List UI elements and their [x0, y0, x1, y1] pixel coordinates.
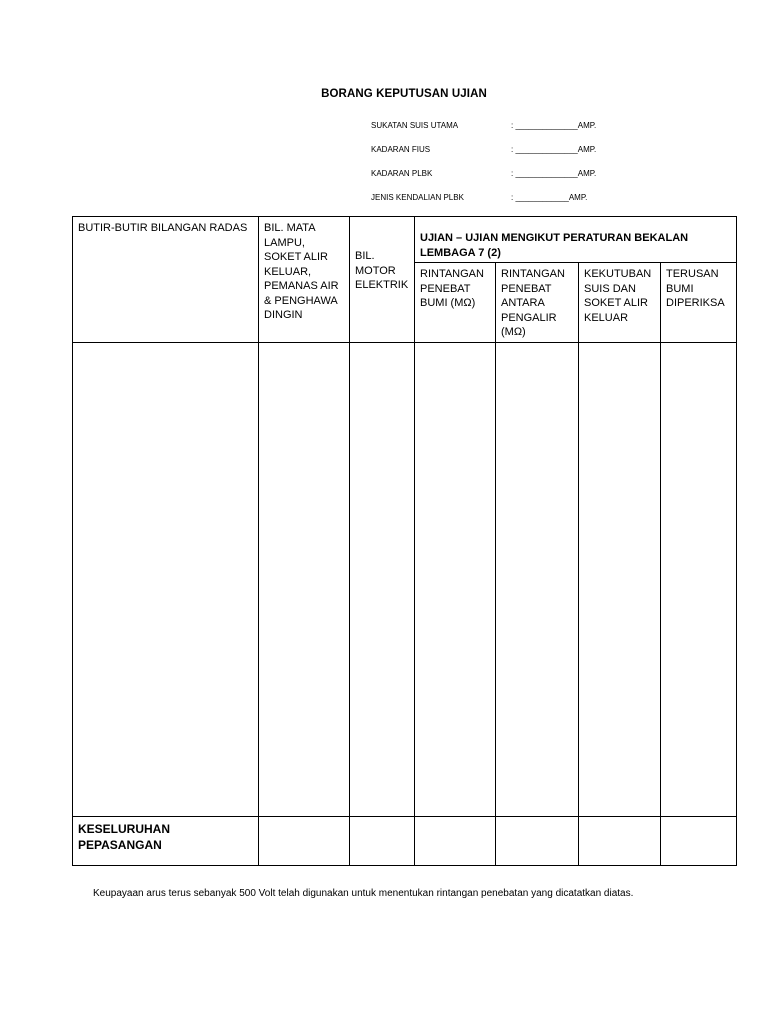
- info-label: JENIS KENDALIAN PLBK: [371, 193, 464, 202]
- total-cell-earth-insulation[interactable]: [415, 816, 496, 865]
- header-earth-insulation: RINTANGAN PENEBAT BUMI (MΩ): [415, 263, 496, 343]
- header-items: BUTIR-BUTIR BILANGAN RADAS: [73, 217, 259, 343]
- total-cell-motor[interactable]: [350, 816, 415, 865]
- entry-cell-polarity[interactable]: [579, 342, 661, 816]
- info-row-fuse-rating: [371, 145, 596, 154]
- header-earth-continuity: TERUSAN BUMI DIPERIKSA: [661, 263, 737, 343]
- total-cell-conductor-insulation[interactable]: [496, 816, 579, 865]
- entry-cell-earth-continuity[interactable]: [661, 342, 737, 816]
- total-cell-lamp[interactable]: [259, 816, 350, 865]
- header-motor-count: BIL. MOTOR ELEKTRIK: [350, 217, 415, 343]
- info-value: : ______________AMP.: [511, 145, 597, 154]
- entry-cell-items[interactable]: [73, 342, 259, 816]
- info-row-plbk-type: [371, 193, 587, 202]
- entry-cell-motor[interactable]: [350, 342, 415, 816]
- page-title: BORANG KEPUTUSAN UJIAN: [321, 88, 487, 100]
- info-value: : ______________AMP.: [511, 121, 597, 130]
- test-results-table: [72, 216, 737, 866]
- entry-cell-conductor-insulation[interactable]: [496, 342, 579, 816]
- footnote: Keupayaan arus terus sebanyak 500 Volt telah digunakan untuk menentukan rintangan penebatan yang dicatatkan diatas.: [93, 888, 634, 899]
- info-label: KADARAN PLBK: [371, 169, 433, 178]
- info-label: SUKATAN SUIS UTAMA: [371, 121, 459, 130]
- total-row-label: KESELURUHAN PEPASANGAN: [73, 816, 259, 865]
- header-conductor-insulation: RINTANGAN PENEBAT ANTARA PENGALIR (MΩ): [496, 263, 579, 343]
- total-cell-earth-continuity[interactable]: [661, 816, 737, 865]
- header-polarity: KEKUTUBAN SUIS DAN SOKET ALIR KELUAR: [579, 263, 661, 343]
- table-row-total: [73, 816, 737, 865]
- entry-cell-earth-insulation[interactable]: [415, 342, 496, 816]
- entry-cell-lamp[interactable]: [259, 342, 350, 816]
- table-row-entries: [73, 342, 737, 816]
- info-row-plbk-rating: [371, 169, 596, 178]
- info-label: KADARAN FIUS: [371, 145, 431, 154]
- info-value: : ____________AMP.: [511, 193, 588, 202]
- total-cell-polarity[interactable]: [579, 816, 661, 865]
- header-tests-group: UJIAN – UJIAN MENGIKUT PERATURAN BEKALAN LEMBAGA 7 (2): [415, 217, 737, 263]
- header-lamp-socket-count: BIL. MATA LAMPU, SOKET ALIR KELUAR, PEMANAS AIR & PENGHAWA DINGIN: [259, 217, 350, 343]
- info-value: : ______________AMP.: [511, 169, 597, 178]
- info-row-main-switch: [371, 121, 596, 130]
